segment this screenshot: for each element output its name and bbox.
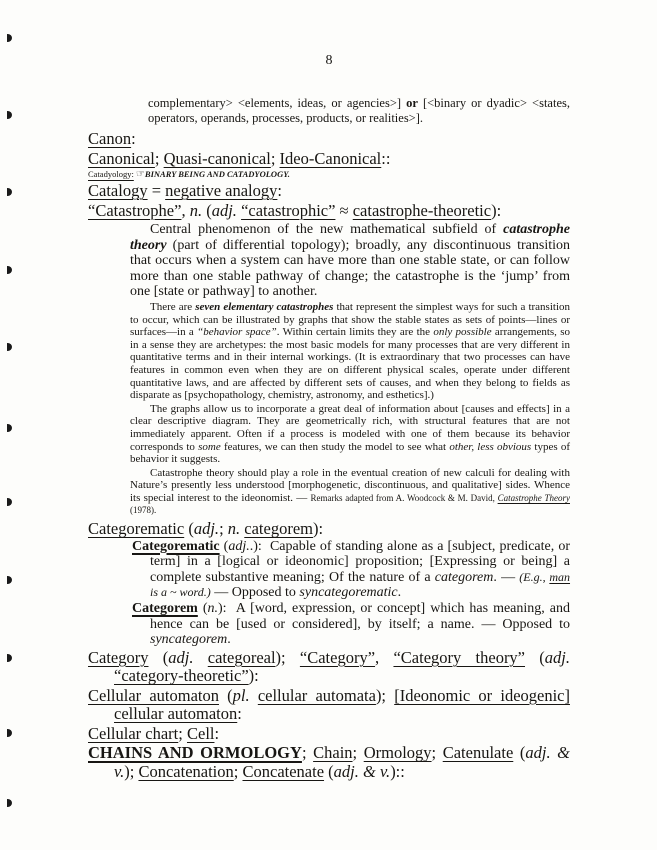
entry-catalogy: Catalogy = negative analogy:: [88, 181, 282, 200]
catastrophe-definition: Central phenomenon of the new mathematical subfield of catastrophe theory (part of differential topology); broadly, any discontinuous transition that occurs when a system can have more than one stable state, or can follow more than one stable pathway of change; the catastrophe is the ‘jump’ from one [state or pathway] to another.: [130, 222, 570, 300]
binding-mark: [7, 799, 12, 807]
entry-canon: Canon:: [88, 129, 136, 148]
catastrophe-remark-1: There are seven elementary catastrophes that represent the simplest ways for such a transition to occur, which can be illustrated by graphs that show the stable states as sets of points—lines or surfaces—in a “behavior space”. Within certain limits they are the only possible arrangements, so in a sense they are archetypes: the most basic models for many processes that are very different in quantitative terms and in their internal workings. (It is extraordinary that two processes can have features in common even when they are on different physical scales, operate under different quantitative laws, and are affected by different sets of causes, and when they belong to fields as disparate as [psychopathology, chemistry, astronomy, and esthetics].): [130, 300, 570, 402]
binding-mark: [7, 576, 12, 584]
binding-mark: [7, 343, 12, 351]
subentry-categorem: Categorem (n.): A [word, expression, or concept] which has meaning, and hence can be [used or considered], by itself; a name. — Opposed to syncategorem.: [132, 600, 570, 648]
text-column: [88, 0, 570, 781]
entry-cellular-automaton: Cellular automaton (pl. cellular automata); [Ideonomic or ideogenic] cellular automaton:: [88, 685, 570, 724]
binding-mark: [7, 111, 12, 119]
binding-mark: [7, 266, 12, 274]
entry-categorematic-heading: Categorematic (adj.; n. categorem):: [88, 519, 324, 539]
binding-mark: [7, 498, 12, 506]
subentry-categorematic: Categorematic (adj..): Capable of standing alone as a [subject, predicate, or term] in a [logical or ideonomic] proposition; [Expressing or being] a complete substantive meaning; Of the nature of a categorem. — (E.g., man is a ~ word.) — Opposed to syncategorematic.: [132, 538, 571, 601]
page-number: 8: [325, 53, 333, 68]
binding-mark: [7, 729, 12, 737]
binding-mark: [7, 34, 12, 42]
catastrophe-remark-3: Catastrophe theory should play a role in the eventual creation of new calculi for dealing with Nature’s presently less understood [morphogenetic, discontinuous, and qualitative] sides. Whence its special interest to the ideonomist. — Remarks adapted from A. Woodcock & M. David, Catastrophe Theory (1978).: [130, 466, 570, 516]
entry-cellular-chart: Cellular chart; Cell:: [88, 723, 220, 743]
binding-mark: [7, 654, 12, 662]
binding-mark: [7, 424, 12, 432]
cross-reference-catadyology: Catadyology: ☞BINARY BEING AND CATADYOLOGY.: [88, 169, 290, 180]
entry-chains-and-ormology: CHAINS AND ORMOLOGY; Chain; Ormology; Catenulate (adj. & v.); Concatenation; Concatenate (adj. & v.)::: [88, 743, 570, 781]
binding-mark: [7, 188, 12, 196]
catastrophe-remark-2: The graphs allow us to incorporate a great deal of information about [causes and effects] in a clear descriptive diagram. They are geometrically rich, with structural features that are not immediately apparent. Often if a process is modeled with one of them because its behavior corresponds to some features, we can then study the model to see what other, less obvious types of behavior it suggests.: [130, 402, 570, 466]
entry-catastrophe-heading: “Catastrophe”, n. (adj. “catastrophic” ≈ catastrophe-theoretic):: [88, 200, 502, 220]
entry-category: Category (adj. categoreal); “Category”, “Category theory” (adj. “category-theoretic”):: [88, 647, 571, 686]
entry-canonical: Canonical; Quasi-canonical; Ideo-Canonical::: [88, 148, 391, 168]
manicule-icon: ☞: [135, 169, 145, 180]
carryover-text: complementary> <elements, ideas, or agencies>] or [<binary or dyadic> <states, operators, operands, processes, products, or realities>].: [148, 96, 570, 125]
